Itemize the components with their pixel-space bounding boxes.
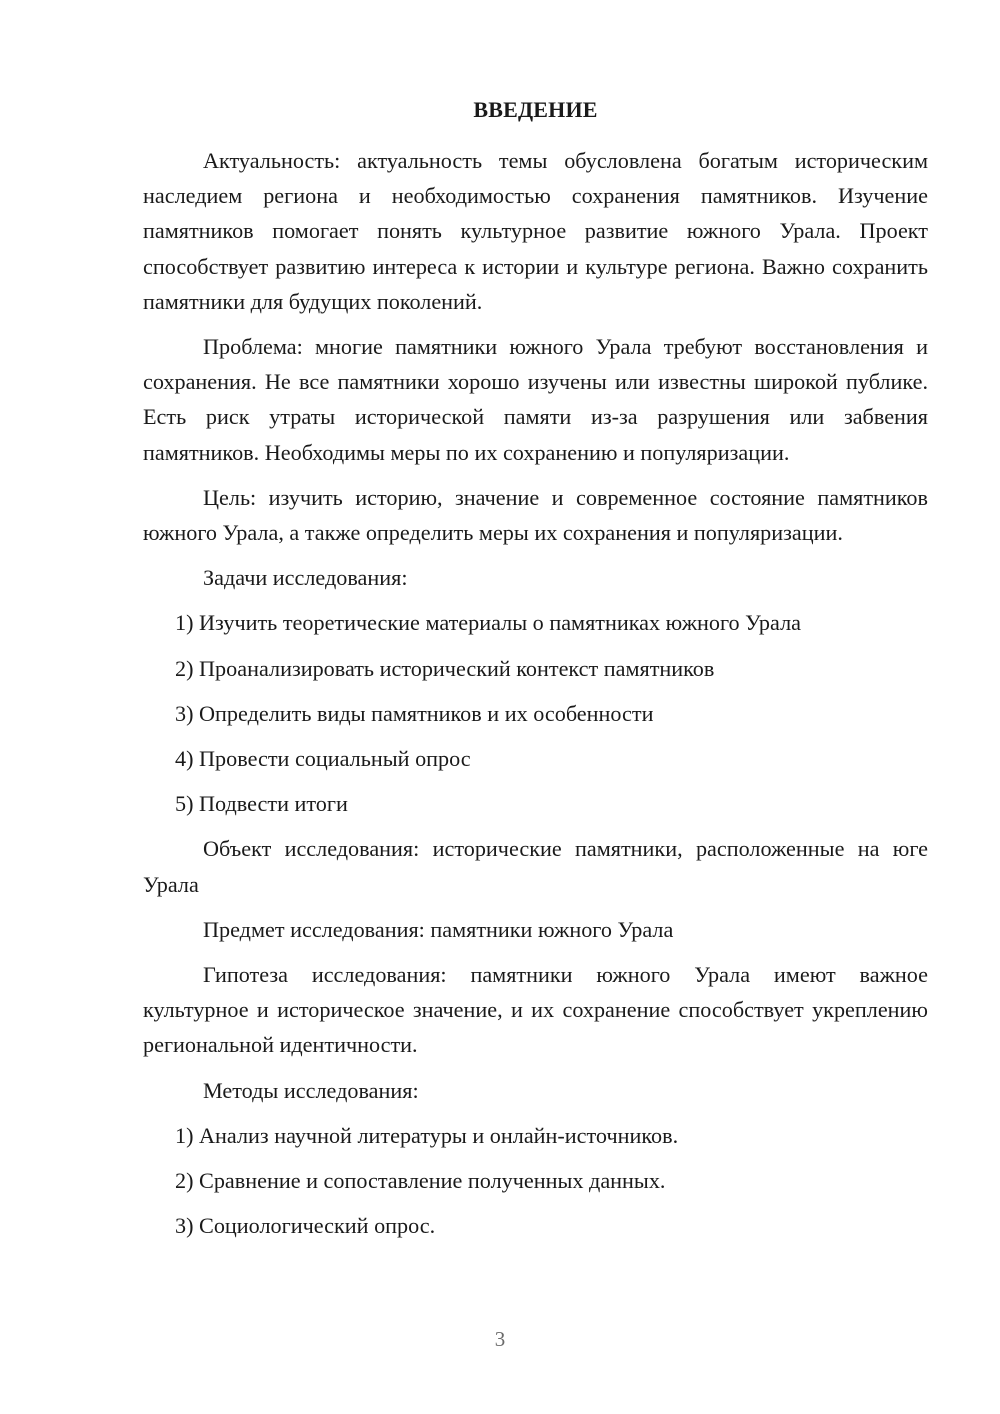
hypothesis-paragraph: Гипотеза исследования: памятники южного Урала имеют важное культурное и историческое значение, и их сохранение способствует укреплению региональной идентичности. bbox=[143, 962, 928, 1058]
tasks-heading: Задачи исследования: bbox=[203, 565, 408, 591]
methods-heading: Методы исследования: bbox=[203, 1077, 419, 1103]
problem-paragraph: Проблема: многие памятники южного Урала требуют восстановления и сохранения. Не все памятники хорошо изучены или известны широкой публике. Есть риск утраты исторической памяти из-за разрушения или забвения памятников. Необходимы меры по их сохранению и популяризации. bbox=[143, 334, 928, 465]
document-page bbox=[143, 95, 928, 1253]
subject-paragraph: Предмет исследования: памятники южного Урала bbox=[203, 916, 674, 942]
list-item: 1) Изучить теоретические материалы о памятниках южного Урала bbox=[175, 610, 801, 636]
list-item: 1) Анализ научной литературы и онлайн-источников. bbox=[175, 1122, 679, 1148]
list-item: 3) Социологический опрос. bbox=[175, 1213, 436, 1239]
page-number: 3 bbox=[494, 1327, 506, 1351]
object-paragraph: Объект исследования: исторические памятники, расположенные на юге Урала bbox=[143, 836, 928, 897]
goal-paragraph: Цель: изучить историю, значение и современное состояние памятников южного Урала, а также определить меры их сохранения и популяризации. bbox=[143, 484, 928, 546]
page-title: ВВЕДЕНИЕ bbox=[473, 97, 598, 122]
list-item: 5) Подвести итоги bbox=[175, 791, 348, 817]
list-item: 2) Проанализировать исторический контекст памятников bbox=[175, 655, 715, 681]
relevance-paragraph: Актуальность: актуальность темы обусловлена богатым историческим наследием региона и необходимостью сохранения памятников. Изучение памятников помогает понять культурное развитие южного Урала. Проект способствует развитию интереса к истории и культуре региона. Важно сохранить памятники для будущих поколений. bbox=[143, 148, 928, 314]
list-item: 3) Определить виды памятников и их особенности bbox=[175, 700, 654, 726]
tasks-list bbox=[143, 605, 928, 821]
methods-list bbox=[143, 1118, 928, 1244]
list-item: 4) Провести социальный опрос bbox=[175, 746, 471, 772]
list-item: 2) Сравнение и сопоставление полученных данных. bbox=[175, 1168, 666, 1194]
